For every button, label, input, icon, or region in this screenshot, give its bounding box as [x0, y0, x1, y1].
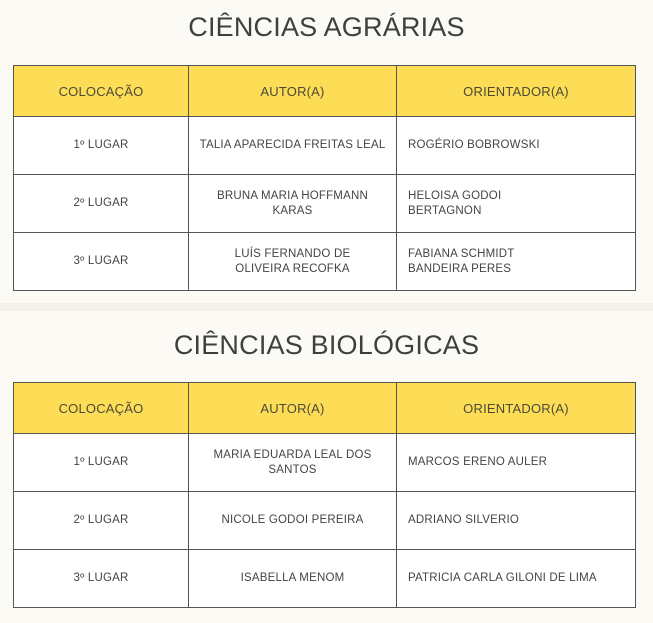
advisor-cell: HELOISA GODOI BERTAGNON — [397, 175, 636, 233]
advisor-cell: PATRICIA CARLA GILONI DE LIMA — [397, 550, 636, 608]
author-cell: LUÍS FERNANDO DE OLIVEIRA RECOFKA — [189, 233, 397, 291]
header-author: AUTOR(A) — [189, 66, 397, 117]
results-table — [13, 65, 636, 291]
placement-cell: 2º LUGAR — [14, 175, 189, 233]
author-cell: MARIA EDUARDA LEAL DOS SANTOS — [189, 434, 397, 492]
author-cell: TALIA APARECIDA FREITAS LEAL — [189, 117, 397, 175]
table-row — [14, 492, 636, 550]
table-row — [14, 434, 636, 492]
section-ciencias-agrarias — [0, 0, 653, 303]
advisor-cell: FABIANA SCHMIDT BANDEIRA PERES — [397, 233, 636, 291]
author-cell: NICOLE GODOI PEREIRA — [189, 492, 397, 550]
section-title: CIÊNCIAS BIOLÓGICAS — [173, 330, 480, 360]
header-author: AUTOR(A) — [189, 383, 397, 434]
table-row — [14, 117, 636, 175]
section-ciencias-biologicas — [0, 311, 653, 623]
placement-cell: 3º LUGAR — [14, 233, 189, 291]
table-header-row — [14, 383, 636, 434]
advisor-cell: ADRIANO SILVERIO — [397, 492, 636, 550]
header-placement: COLOCAÇÃO — [14, 383, 189, 434]
placement-cell: 3º LUGAR — [14, 550, 189, 608]
placement-cell: 1º LUGAR — [14, 434, 189, 492]
header-placement: COLOCAÇÃO — [14, 66, 189, 117]
section-title: CIÊNCIAS AGRÁRIAS — [188, 12, 465, 42]
placement-cell: 2º LUGAR — [14, 492, 189, 550]
author-cell: ISABELLA MENOM — [189, 550, 397, 608]
placement-cell: 1º LUGAR — [14, 117, 189, 175]
advisor-cell: ROGÉRIO BOBROWSKI — [397, 117, 636, 175]
advisor-cell: MARCOS ERENO AULER — [397, 434, 636, 492]
header-advisor: ORIENTADOR(A) — [397, 66, 636, 117]
results-table — [13, 382, 636, 608]
header-advisor: ORIENTADOR(A) — [397, 383, 636, 434]
table-row — [14, 175, 636, 233]
table-header-row — [14, 66, 636, 117]
table-row — [14, 550, 636, 608]
table-row — [14, 233, 636, 291]
author-cell: BRUNA MARIA HOFFMANN KARAS — [189, 175, 397, 233]
